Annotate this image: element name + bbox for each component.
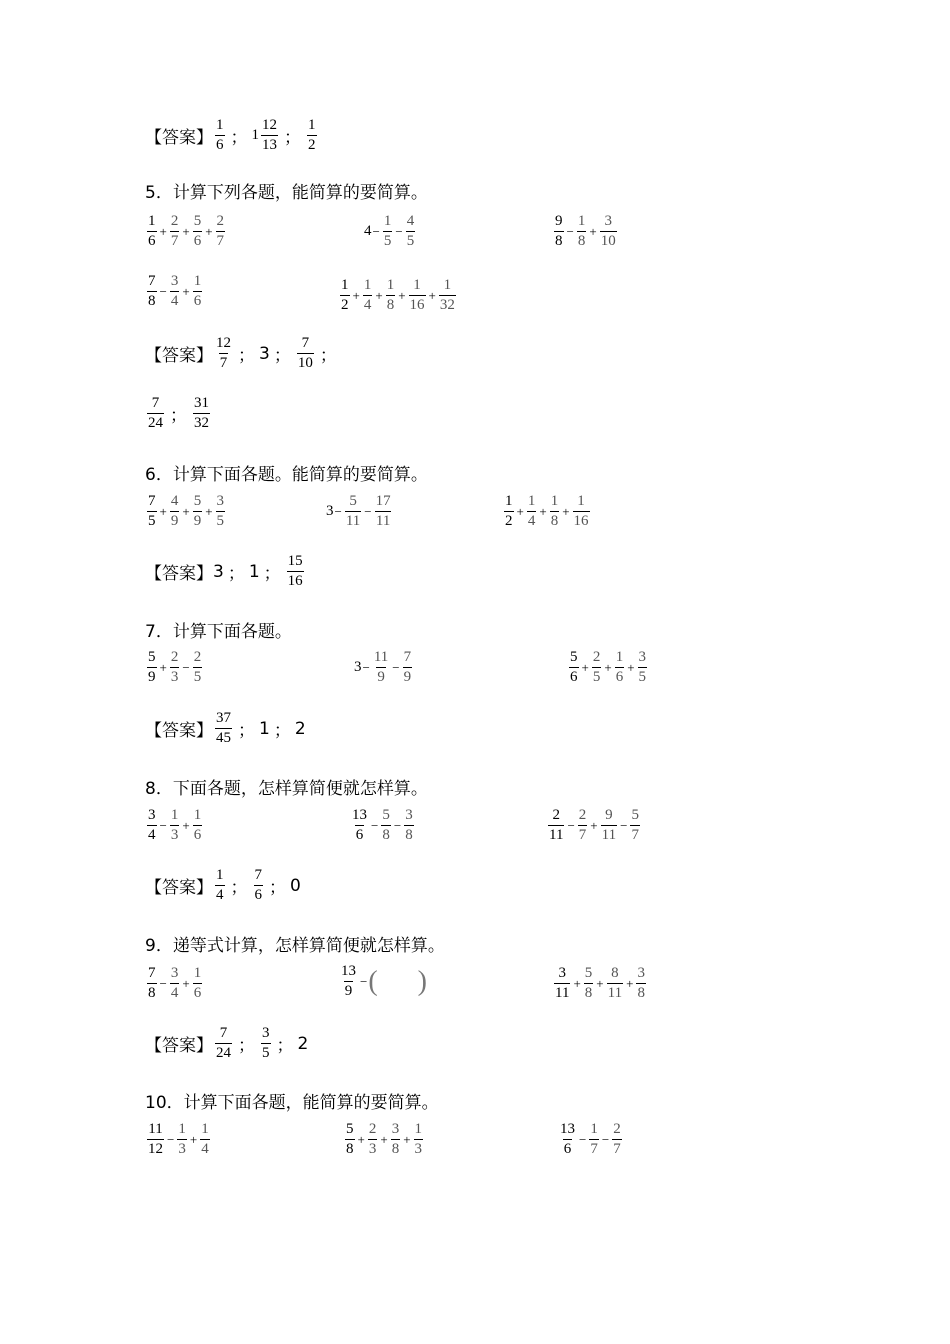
minus-sign: − — [566, 223, 574, 239]
leading-number: 3 — [326, 503, 334, 519]
fraction: $\frac{9}{8}$ — [555, 213, 563, 249]
fraction: $\frac{1}{6}$ — [193, 273, 202, 309]
fraction: $\frac{11}{9}$ — [373, 649, 389, 685]
fraction: $\frac{13}{6}$ — [560, 1121, 575, 1157]
fraction: $\frac{2}{3}$ — [170, 649, 179, 685]
fraction: $\frac{37}{45}$ — [216, 710, 231, 746]
fraction: $\frac{1}{5}$ — [383, 213, 392, 249]
fraction: $\frac{7}{24}$ — [216, 1025, 231, 1061]
fraction: $\frac{1}{3}$ — [414, 1121, 423, 1157]
fraction: $\frac{7}{10}$ — [297, 335, 313, 371]
fraction: $\frac{1}{7}$ — [590, 1121, 598, 1157]
fraction: $\frac{1}{6}$ — [193, 807, 202, 843]
fraction: $\frac{2}{5}$ — [592, 649, 601, 685]
fraction: $\frac{5}{8}$ — [346, 1121, 354, 1157]
plus-sign: + — [562, 503, 570, 519]
answer-label: 【答案】 — [145, 346, 213, 366]
fraction: $\frac{13}{9}$ — [341, 963, 356, 999]
fraction: $\frac{3}{4}$ — [170, 965, 179, 1001]
minus-sign: − — [601, 1131, 610, 1147]
fraction: $\frac{1}{6}$ — [193, 965, 202, 1001]
plus-sign: + — [596, 975, 604, 991]
expression — [145, 966, 204, 1001]
fraction: $\frac{5}{11}$ — [345, 493, 361, 529]
plus-sign: + — [398, 287, 406, 303]
plus-sign: + — [380, 1131, 388, 1147]
expression — [546, 808, 642, 843]
fraction: $\frac{7}{5}$ — [148, 493, 156, 529]
fraction: $\frac{3}{11}$ — [555, 965, 570, 1001]
question-10-title: 10．计算下面各题，能简算的要简算。 — [145, 1093, 439, 1113]
fraction: $\frac{1}{4}$ — [527, 493, 536, 529]
expression — [552, 966, 648, 1001]
fraction: $\frac{3}{4}$ — [170, 273, 179, 309]
expression-with-parentheses: $\frac{13}{9}$ − ( ) — [341, 963, 427, 999]
fraction: $\frac{1}{2}$ — [341, 277, 349, 313]
fraction: $\frac{1}{2}$ — [308, 117, 316, 153]
minus-sign: − — [395, 223, 403, 239]
fraction: $\frac{1}{8}$ — [386, 277, 395, 313]
answer-4: 【答案】 $\frac{1}{6}$ ； 1 $\frac{12}{13}$ ； $\frac{1}{2}$ — [145, 117, 316, 153]
fraction: $\frac{11}{12}$ — [148, 1121, 163, 1157]
fraction: $\frac{2}{3}$ — [368, 1121, 377, 1157]
plus-sign: + — [403, 1131, 411, 1147]
plus-sign: + — [539, 503, 547, 519]
question-7-title: 7．计算下面各题。 — [145, 622, 292, 642]
leading-number: 4 — [364, 223, 372, 239]
fraction: $\frac{1}{2}$ — [505, 493, 513, 529]
fraction: $\frac{7}{6}$ — [254, 867, 262, 903]
plus-sign: + — [581, 659, 589, 675]
fraction: $\frac{1}{16}$ — [409, 277, 425, 313]
expression — [354, 650, 414, 685]
answer-5: 【答案】 $\frac{12}{7}$ ； 3 ； $\frac{7}{10}$ ； — [145, 335, 337, 371]
right-paren: ) — [417, 965, 427, 997]
plus-sign: + — [357, 1131, 365, 1147]
minus-sign: − — [159, 283, 167, 299]
expression — [343, 1122, 425, 1157]
answer-value: 3 — [213, 561, 224, 582]
fraction: $\frac{8}{11}$ — [607, 965, 623, 1001]
expression — [145, 214, 227, 249]
plus-sign: + — [189, 1131, 198, 1147]
plus-sign: + — [428, 287, 436, 303]
mixed-whole: 1 — [251, 127, 259, 143]
fraction: $\frac{2}{7}$ — [170, 213, 179, 249]
fraction: $\frac{5}{7}$ — [631, 807, 639, 843]
fraction: $\frac{1}{6}$ — [148, 213, 156, 249]
answer-value: 1 — [248, 561, 260, 582]
fraction: $\frac{5}{9}$ — [193, 493, 202, 529]
answer-label: 【答案】 — [145, 878, 213, 898]
expression — [145, 808, 204, 843]
fraction: $\frac{1}{3}$ — [170, 807, 179, 843]
fraction: $\frac{13}{6}$ — [352, 807, 367, 843]
answer-label: 【答案】 — [145, 1036, 213, 1056]
plus-sign: + — [589, 223, 597, 239]
minus-sign: − — [372, 223, 380, 239]
plus-sign: + — [159, 503, 167, 519]
fraction: $\frac{2}{7}$ — [578, 807, 587, 843]
plus-sign: + — [182, 503, 190, 519]
fraction: $\frac{2}{7}$ — [216, 213, 225, 249]
plus-sign: + — [182, 975, 190, 991]
expression — [552, 214, 619, 249]
fraction: $\frac{2}{11}$ — [549, 807, 564, 843]
fraction: $\frac{31}{32}$ — [194, 395, 209, 431]
fraction: $\frac{12}{13}$ — [262, 117, 277, 153]
minus-sign: − — [579, 1131, 587, 1147]
plus-sign: + — [516, 503, 524, 519]
answer-label: 【答案】 — [145, 564, 213, 584]
fraction: $\frac{1}{4}$ — [216, 867, 224, 903]
fraction: $\frac{1}{8}$ — [550, 493, 559, 529]
minus-sign: − — [371, 817, 379, 833]
fraction: $\frac{12}{7}$ — [216, 335, 231, 371]
answer-7: 【答案】 $\frac{37}{45}$ ； 1 ； 2 — [145, 710, 306, 746]
expression — [364, 214, 417, 249]
fraction: $\frac{1}{4}$ — [363, 277, 372, 313]
minus-sign: − — [392, 659, 400, 675]
minus-sign: − — [159, 975, 167, 991]
fraction: $\frac{1}{32}$ — [439, 277, 455, 313]
plus-sign: + — [182, 223, 190, 239]
minus-sign: − — [362, 659, 370, 675]
leading-number: 3 — [354, 659, 362, 675]
fraction: $\frac{2}{7}$ — [613, 1121, 621, 1157]
fraction: $\frac{7}{9}$ — [403, 649, 412, 685]
fraction: $\frac{4}{9}$ — [170, 493, 179, 529]
fraction: $\frac{9}{11}$ — [601, 807, 617, 843]
fraction: $\frac{1}{6}$ — [615, 649, 624, 685]
expression — [145, 650, 204, 685]
fraction: $\frac{1}{8}$ — [577, 213, 586, 249]
answer-value: 2 — [294, 718, 306, 739]
plus-sign: + — [626, 975, 634, 991]
fraction: $\frac{7}{8}$ — [148, 273, 156, 309]
answer-5-cont: $\frac{7}{24}$ ； $\frac{31}{32}$ — [148, 395, 209, 431]
question-5-title: 5．计算下列各题，能简算的要简算。 — [145, 183, 428, 203]
fraction: $\frac{1}{4}$ — [201, 1121, 209, 1157]
plus-sign: + — [159, 223, 167, 239]
plus-sign: + — [182, 817, 190, 833]
fraction: $\frac{3}{5}$ — [638, 649, 647, 685]
answer-8: 【答案】 $\frac{1}{4}$ ； $\frac{7}{6}$ ； 0 — [145, 867, 301, 903]
plus-sign: + — [604, 659, 612, 675]
fraction: $\frac{4}{5}$ — [406, 213, 415, 249]
question-8-title: 8．下面各题，怎样算简便就怎样算。 — [145, 779, 428, 799]
plus-sign: + — [205, 503, 213, 519]
fraction: $\frac{3}{8}$ — [391, 1121, 400, 1157]
fraction: $\frac{5}{9}$ — [148, 649, 156, 685]
fraction: $\frac{5}{8}$ — [382, 807, 390, 843]
question-6-title: 6．计算下面各题。能简算的要简算。 — [145, 465, 428, 485]
fraction: $\frac{7}{24}$ — [148, 395, 163, 431]
answer-9: 【答案】 $\frac{7}{24}$ ； $\frac{3}{5}$ ； 2 — [145, 1025, 309, 1061]
expression — [567, 650, 649, 685]
expression — [502, 494, 592, 529]
plus-sign: + — [182, 283, 190, 299]
plus-sign: + — [573, 975, 581, 991]
fraction: $\frac{1}{3}$ — [178, 1121, 186, 1157]
fraction: $\frac{3}{5}$ — [216, 493, 225, 529]
expression — [326, 494, 394, 529]
expression — [338, 278, 458, 313]
expression — [145, 274, 204, 309]
fraction: $\frac{17}{11}$ — [375, 493, 391, 529]
fraction: $\frac{5}{6}$ — [570, 649, 578, 685]
fraction: $\frac{1}{6}$ — [216, 117, 224, 153]
plus-sign: + — [627, 659, 635, 675]
minus-sign: − — [159, 817, 167, 833]
fraction: $\frac{5}{6}$ — [193, 213, 202, 249]
answer-6: 【答案】 3 ； 1 ； $\frac{15}{16}$ — [145, 553, 303, 589]
expression — [557, 1122, 624, 1157]
minus-sign: − — [182, 659, 190, 675]
fraction: $\frac{3}{8}$ — [405, 807, 413, 843]
fraction: $\frac{3}{10}$ — [600, 213, 616, 249]
plus-sign: + — [590, 817, 598, 833]
plus-sign: + — [205, 223, 213, 239]
answer-label: 【答案】 — [145, 721, 213, 741]
minus-sign: − — [567, 817, 575, 833]
minus-sign: − — [167, 1131, 175, 1147]
fraction: $\frac{7}{8}$ — [148, 965, 156, 1001]
plus-sign: + — [159, 659, 167, 675]
answer-value: 2 — [297, 1033, 309, 1054]
expression — [349, 808, 416, 843]
answer-value: 1 — [259, 718, 270, 739]
answer-label: 【答案】 — [145, 128, 213, 148]
fraction: $\frac{3}{8}$ — [637, 965, 645, 1001]
fraction: $\frac{3}{4}$ — [148, 807, 156, 843]
fraction: $\frac{5}{8}$ — [584, 965, 593, 1001]
expression — [145, 1122, 212, 1157]
answer-value: 3 — [259, 343, 270, 364]
left-paren: ( — [368, 965, 378, 997]
expression — [145, 494, 227, 529]
minus-sign: − — [393, 817, 402, 833]
plus-sign: + — [375, 287, 383, 303]
minus-sign: − — [334, 503, 342, 519]
plus-sign: + — [352, 287, 360, 303]
fraction: $\frac{2}{5}$ — [193, 649, 202, 685]
fraction: $\frac{1}{16}$ — [573, 493, 589, 529]
answer-value: 0 — [290, 875, 301, 896]
minus-sign: − — [364, 503, 372, 519]
fraction: $\frac{15}{16}$ — [287, 553, 303, 589]
fraction: $\frac{3}{5}$ — [262, 1025, 270, 1061]
question-9-title: 9．递等式计算，怎样算简便就怎样算。 — [145, 936, 445, 956]
minus-sign: − — [620, 817, 628, 833]
